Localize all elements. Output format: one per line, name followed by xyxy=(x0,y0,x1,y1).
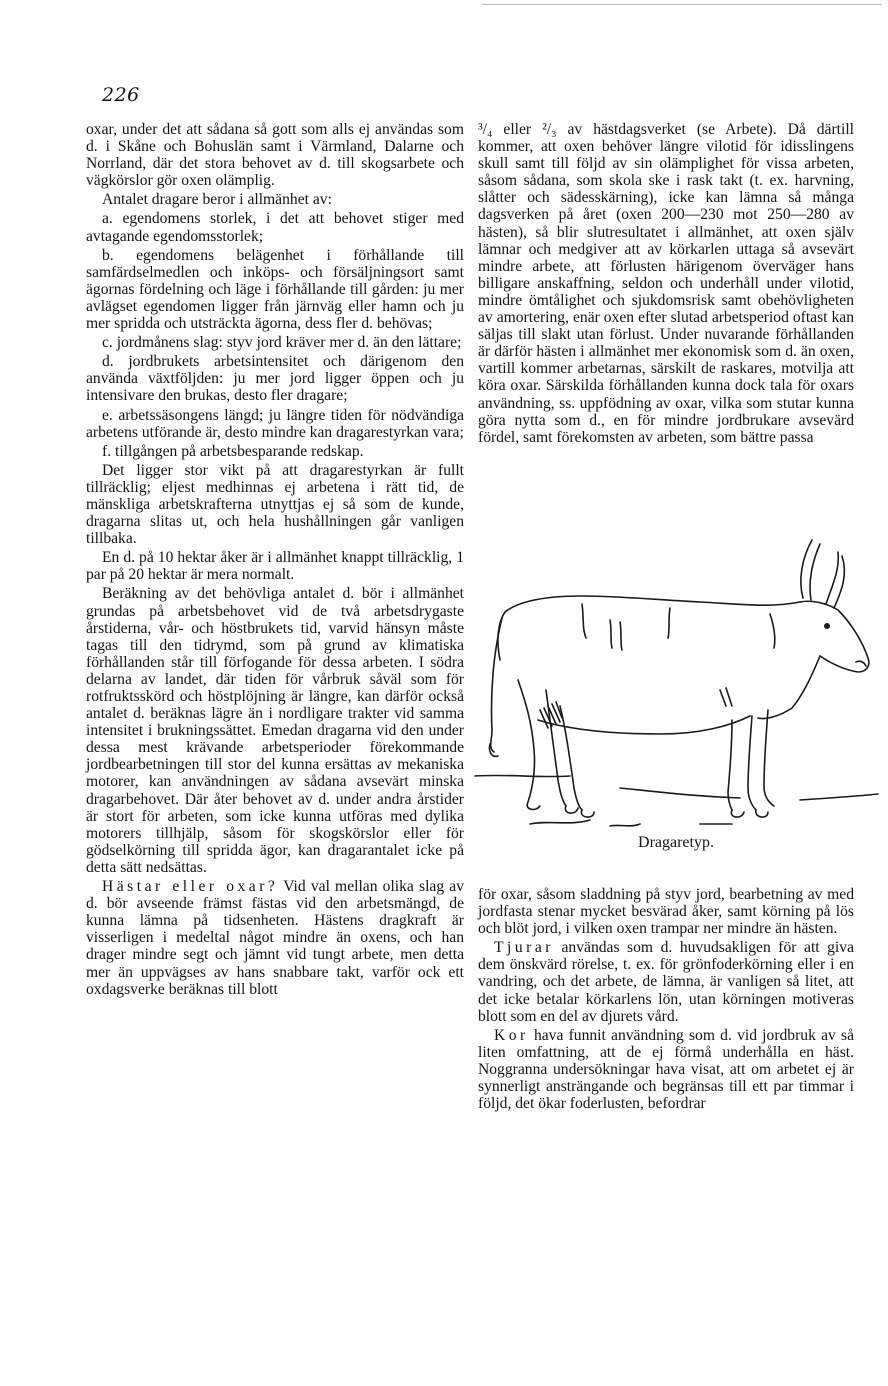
right-column-top xyxy=(478,121,854,448)
paragraph: oxar, under det att sådana så gott som alls ej användas som d. i Skåne och Bohuslän samt i Värmland, Dalarne och Norrland, där det stora behovet av d. till skogsarbete och vägkörslor gör oxen olämplig. xyxy=(86,121,464,190)
paragraph: för oxar, såsom sladdning på styv jord, bearbetning av med jordfasta stenar mycket besvärad åker, samt körning på lös och blöt jord, i vilken oxen trampar ner mindre än hästen. xyxy=(478,886,854,938)
section-lead: Kor xyxy=(494,1026,529,1044)
paragraph-text: användas som d. huvudsakligen för att giva dem önskvärd rörelse, t. ex. för grönfoderkörning eller i en vandring, och det arbete, de lämna, är vanligen så litet, att det icke betalar körkarlens lön, utan körningen motiveras blott som en del av djurets vård. xyxy=(478,939,854,1025)
paragraph-text: Vid val mellan olika slag av d. bör avseende främst fästas vid den arbetsmängd, de kunna lämna på tidsenheten. Hästens dragkraft är visserligen i medeltal något mindre än oxens, och han drager mindre segt och jämnt vid tungt arbete, men detta mer än uppvägses av hans snabbare takt, varför ock ett oxdagsverke beräknas till blott xyxy=(86,878,464,998)
ox-drawing-icon xyxy=(470,530,882,830)
paragraph: Beräkning av det behövliga antalet d. bör i allmänhet grundas på arbetsbehovet vid de två arbetsdrygaste årstiderna, vår- och höstbrukets tid, varvid hänsyn måste tagas till den tidrymd, som på grund av klimatiska förhållanden står till förfogande för dessa arbeten. I södra delarna av landet, där tiden för vårbruk såväl som för rotfruktsskörd och höstplöjning är längre, kan därför också antalet d. beräknas lägre än i nordligare trakter vid samma intensitet i brukningssättet. Emedan dragarna vid den under dessa mest krävande arbetsperioder förekommande jordbearbetningen till stor del kunna ersättas av mekaniska motorer, kan användningen av sådana avsevärt minska dragarbehovet. Där åter behovet av d. under andra årstider är stort för arbeten, som icke kunna utföras med dylika motorers tillhjälp, såsom för skogskörslor eller för gödselkörning till spridda ägor, kan dragarantalet icke på detta sätt nedsättas. xyxy=(86,585,464,876)
figure-caption: Dragaretyp. xyxy=(638,834,714,851)
paragraph: b. egendomens belägenhet i förhållande till samfärdselmedlen och inköps- och försäljningsort samt ägornas fördelning och läge i förhållande till gården: ju mer avlägset egendomen ligger från järnväg eller hamn och ju mer spridda och utsträckta ägorna, dess fler d. behövas; xyxy=(86,246,464,333)
left-column xyxy=(86,121,464,1000)
section-lead: Hästar eller oxar? xyxy=(102,878,279,896)
paragraph: d. jordbrukets arbetsintensitet och därigenom den använda växtföljden: ju mer jord ligger öppen och ju intensivare den brukas, desto fler dragare; xyxy=(86,353,464,405)
paragraph: c. jordmånens slag: styv jord kräver mer d. än den lättare; xyxy=(102,334,462,352)
paragraph: f. tillgången på arbetsbesparande redskap. xyxy=(102,442,364,460)
figure xyxy=(470,530,882,870)
paragraph xyxy=(478,939,854,1024)
paragraph: En d. på 10 hektar åker är i allmänhet knappt tillräcklig, 1 par på 20 hektar är mera normalt. xyxy=(86,549,464,584)
paragraph-text: hava funnit användning som d. vid jordbruk av så liten omfattning, att de ej förmå underhålla en häst. Noggranna undersökningar hava visat, att om arbetet ej är synnerligt ansträngande och begränsas till ett par timmar i följd, det ökar foderlusten, befordrar xyxy=(478,1026,854,1113)
right-column-bottom xyxy=(478,886,854,1114)
paragraph: a. egendomens storlek, i det att behovet stiger med avtagande egendomsstorlek; xyxy=(86,210,464,245)
paragraph: Antalet dragare beror i allmänhet av: xyxy=(102,191,332,209)
section-lead: Tjurar xyxy=(494,939,554,957)
paragraph: e. arbetssäsongens längd; ju längre tiden för nödvändiga arbetens utförande är, desto mindre kan dragarestyrkan vara; xyxy=(86,406,464,441)
page-number: 226 xyxy=(102,84,140,106)
top-rule xyxy=(482,4,882,5)
paragraph: ³/₄ eller ²/₃ av hästdagsverket (se Arbete). Då därtill kommer, att oxen behöver längre vilotid för idisslingens skull samt till följd av sin olämplighet för vissa arbeten, såsom sådana, som skola ske i rask takt (t. ex. harvning, slåtter och sädesskärning), icke kan lämna så många dagsverken på året (oxen 200—230 mot 250—280 av hästen), så blir slutresultatet i allmänhet, att oxen själv lämnar och medgiver att av körkarlen uttaga så avsevärt mindre arbete, att förlusten härigenom överväger hans billigare anskaffning, seldon och underhåll under vilotid, mindre ömtålighet och sjukdomsrisk samt obehövligheten av amortering, enär oxen efter slutad arbetsperiod oftast kan säljas till slakt utan förlust. Under nuvarande förhållanden är därför hästen i allmänhet mer ekonomisk som d. än oxen, vartill kommer arbetarnas, särskilt de raskares, motvilja att köra oxar. Särskilda förhållanden kunna dock tala för oxars användning, ss. uppfödning av oxar, vilka som stutar kunna göra nytta som d., en för mindre jordbrukare avsevärd fördel, samt förekomsten av arbeten, som bättre passa xyxy=(478,121,854,446)
paragraph: Det ligger stor vikt på att dragarestyrkan är fullt tillräcklig; eljest medhinnas ej arbetena i rätt tid, de mänskliga arbetskrafterna utnyttjas ej så som de kunde, dragarna slitas ut, och hela hushållningen går vanligen tillbaka. xyxy=(86,461,464,548)
paragraph xyxy=(478,1027,854,1112)
paragraph xyxy=(86,878,464,998)
